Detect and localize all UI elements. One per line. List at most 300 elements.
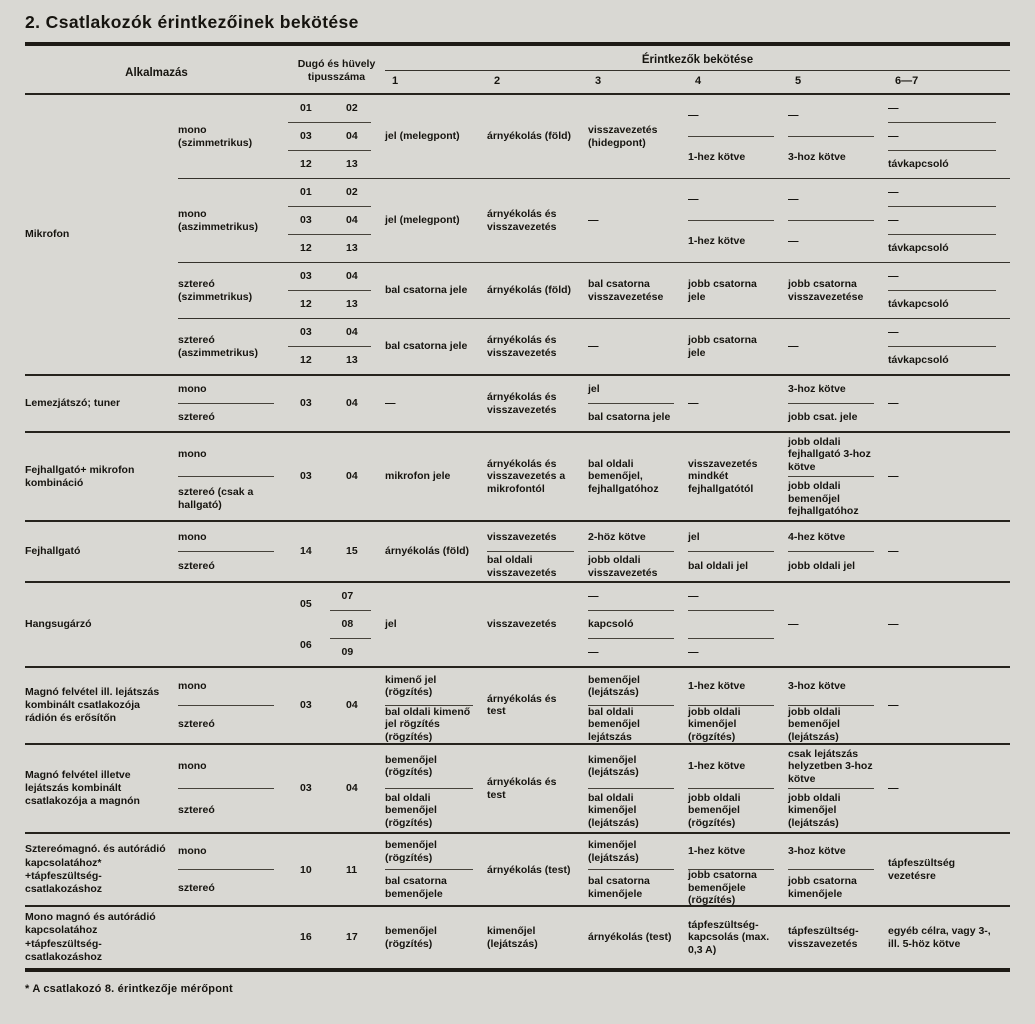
table-row (178, 583, 1010, 666)
mode-cell (178, 745, 288, 832)
cell-text: mono (178, 448, 207, 461)
contact-cell-5 (788, 834, 888, 905)
table-group (25, 520, 1010, 581)
cell-text: 3-hoz kötve (788, 680, 846, 693)
cell-text: bal csatorna jele (385, 340, 468, 353)
cell-text: bal oldali bemenőjel lejátszás (588, 705, 674, 743)
application-cell: Mikrofon (25, 227, 70, 240)
cell-text: jobb oldali bemenőjel fejhallgatóhoz (788, 476, 874, 520)
cell-text: sztereó (szimmetrikus) (178, 278, 253, 303)
cell-text: — (888, 206, 996, 234)
cell-text: árnyékolás (test) (588, 931, 672, 944)
type-number: 03 (300, 270, 312, 283)
cell-text: jobb oldali jel (788, 551, 874, 581)
contact-cell-2 (487, 522, 588, 581)
cell-text: kimenőjel (lejátszás) (487, 925, 538, 950)
table-row (178, 834, 1010, 905)
group-rows (178, 907, 1010, 968)
group-rows (178, 376, 1010, 431)
type-number: 13 (346, 158, 358, 171)
type-number-pair (288, 319, 371, 346)
contact-cell-3 (588, 745, 688, 832)
type-number: 16 (300, 931, 312, 944)
type-number: 13 (346, 298, 358, 311)
cell-text: — (688, 638, 774, 666)
cell-text: jel (588, 383, 600, 396)
mode-cell (178, 522, 288, 581)
cell-text: — (588, 340, 599, 353)
cell-text: bal csatorna kimenőjele (588, 869, 674, 905)
cell-text: visszavezetés (hidegpont) (588, 124, 658, 149)
cell-text: jobb oldali kimenőjel (lejátszás) (788, 788, 874, 832)
contact-cell-1 (385, 668, 487, 743)
table-row (178, 262, 1010, 318)
type-number: 03 (300, 130, 312, 143)
contact-cell-3 (588, 583, 688, 666)
contact-cell-6—7 (888, 319, 1010, 374)
cell-text: bemenőjel (lejátszás) (588, 674, 640, 699)
contact-cell-3 (588, 834, 688, 905)
type-number: 07 (341, 590, 354, 603)
contact-cell-4 (688, 179, 788, 262)
mode-cell (178, 834, 288, 905)
cell-text: 1-hez kötve (688, 845, 746, 858)
contact-cell-2 (487, 907, 588, 968)
group-rows (178, 745, 1010, 832)
contact-cell-1 (385, 907, 487, 968)
cell-text: jel (385, 618, 397, 631)
cell-text: bal oldali bemenőjel, fejhallgatóhoz (588, 458, 659, 495)
cell-text: árnyékolás és test (487, 776, 557, 801)
cell-text: — (888, 699, 899, 712)
cell-text: mono (178, 530, 207, 543)
cell-text: 2-höz kötve (588, 530, 646, 543)
cell-text: — (888, 326, 899, 339)
type-number-pair (288, 206, 371, 234)
table-group (25, 666, 1010, 743)
cell-text: — (688, 590, 699, 603)
table-group (25, 431, 1010, 520)
cell-text: mono (aszimmetrikus) (178, 208, 258, 233)
contact-cell-6—7 (888, 376, 1010, 431)
type-number: 10 (300, 863, 312, 876)
cell-text: jobb oldali visszavezetés (588, 551, 674, 581)
type-number: 14 (300, 545, 312, 558)
cell-text: mikrofon jele (385, 470, 451, 483)
contact-cell-4 (688, 907, 788, 968)
cell-text: — (888, 397, 899, 410)
cell-text: bemenőjel (rögzítés) (385, 839, 437, 864)
contact-cell-1 (385, 319, 487, 374)
footnote: * A csatlakozó 8. érintkezője mérőpont (25, 982, 233, 995)
cell-text: jel (melegpont) (385, 130, 460, 143)
cell-text: visszavezetés (487, 618, 557, 631)
cell-text: jobb csat. jele (788, 403, 874, 431)
contact-cell-5 (788, 583, 888, 666)
type-number: 12 (300, 242, 312, 255)
cell-text: kimenő jel (rögzítés) (385, 674, 437, 699)
plug-type-cell (288, 433, 385, 520)
contact-cell-2 (487, 745, 588, 832)
contact-cell-6—7 (888, 907, 1010, 968)
mode-cell (178, 263, 288, 318)
cell-text: bemenőjel (rögzítés) (385, 754, 437, 779)
type-number-pair (288, 346, 371, 374)
mode-cell (178, 376, 288, 431)
page-title: 2. Csatlakozók érintkezőinek bekötése (25, 10, 1010, 46)
type-number: 03 (300, 326, 312, 339)
table-row (178, 318, 1010, 374)
cell-text: — (888, 122, 996, 150)
contact-cell-3 (588, 319, 688, 374)
cell-text: — (688, 397, 699, 410)
type-number: 06 (300, 639, 312, 652)
table-row (178, 745, 1010, 832)
type-number: 01 (300, 102, 312, 115)
type-number: 04 (346, 214, 358, 227)
contact-cell-4 (688, 668, 788, 743)
type-number: 13 (346, 354, 358, 367)
mode-cell (178, 433, 288, 520)
cell-text: mono (178, 845, 207, 858)
application-cell: Sztereómagnó. és autórádió kapcsolatához* +tápfeszültség-csatlakozáshoz (25, 843, 166, 895)
contact-cell-3 (588, 376, 688, 431)
cell-text: jobb csatorna visszavezetése (788, 278, 864, 303)
table-row (178, 907, 1010, 968)
contact-column-number-5: 5 (795, 75, 802, 87)
type-number: 04 (346, 782, 358, 795)
cell-text: — (888, 782, 899, 795)
cell-text: — (888, 186, 899, 199)
cell-text: árnyékolás és visszavezetés (487, 334, 557, 359)
contact-cell-4 (688, 319, 788, 374)
contact-cell-5 (788, 263, 888, 318)
contact-column-number-3: 3 (595, 75, 602, 87)
application-cell: Lemezjátszó; tuner (25, 396, 121, 409)
cell-text: visszavezetés mindkét fejhallgatótól (688, 458, 758, 495)
cell-text: mono (178, 680, 207, 693)
cell-text: jobb oldali fejhallgató 3-hoz kötve (788, 436, 871, 473)
contact-cell-1 (385, 263, 487, 318)
table-row (178, 433, 1010, 520)
cell-text: távkapcsoló (888, 234, 996, 262)
cell-text: 3-hoz kötve (788, 845, 846, 858)
table-group (25, 95, 1010, 374)
type-number: 04 (346, 470, 358, 483)
cell-text: — (688, 193, 699, 206)
cell-text: sztereó (178, 551, 274, 581)
contact-cell-2 (487, 319, 588, 374)
cell-text: — (588, 214, 599, 227)
type-number: 04 (346, 270, 358, 283)
cell-text: árnyékolás és visszavezetés (487, 208, 557, 233)
cell-text: — (788, 220, 874, 262)
cell-text (178, 907, 274, 968)
contact-cell-2 (487, 179, 588, 262)
header-application: Alkalmazás (125, 66, 188, 79)
cell-text: sztereó (178, 403, 274, 431)
contact-cell-6—7 (888, 583, 1010, 666)
contact-cell-6—7 (888, 522, 1010, 581)
cell-text: jel (688, 530, 700, 543)
contact-cell-6—7 (888, 263, 1010, 318)
cell-text (688, 610, 774, 638)
contact-cell-5 (788, 433, 888, 520)
cell-text: távkapcsoló (888, 346, 996, 374)
application-cell: Magnó felvétel illetve lejátszás kombinált csatlakozója a magnón (25, 768, 140, 808)
contact-cell-5 (788, 745, 888, 832)
type-number: 02 (346, 102, 358, 115)
group-rows (178, 668, 1010, 743)
cell-text: árnyékolás (föld) (385, 545, 470, 558)
table-row (178, 178, 1010, 262)
contact-cell-2 (487, 834, 588, 905)
type-number-pair (288, 122, 371, 150)
application-cell: Fejhallgató+ mikrofon kombináció (25, 463, 135, 489)
plug-type-cell (288, 522, 385, 581)
table-group (25, 905, 1010, 968)
cell-text: bal oldali kimenőjel (lejátszás) (588, 788, 674, 832)
table-row (178, 95, 1010, 178)
contact-cell-2 (487, 95, 588, 178)
contact-cell-5 (788, 179, 888, 262)
cell-text: bal oldali bemenőjel (rögzítés) (385, 788, 473, 832)
contact-cell-4 (688, 263, 788, 318)
contact-cell-1 (385, 583, 487, 666)
cell-text: sztereó (178, 788, 274, 832)
contact-cell-5 (788, 522, 888, 581)
plug-type-cell (288, 745, 385, 832)
mode-cell (178, 319, 288, 374)
type-number: 04 (346, 326, 358, 339)
cell-text: jobb csatorna kimenőjele (788, 869, 874, 905)
contact-cell-5 (788, 376, 888, 431)
cell-text: — (385, 397, 396, 410)
contact-cell-2 (487, 376, 588, 431)
cell-text: — (788, 340, 799, 353)
table-group (25, 743, 1010, 832)
cell-text: visszavezetés (487, 530, 557, 543)
cell-text: jobb csatorna jele (688, 278, 757, 303)
table-row (178, 668, 1010, 743)
plug-type-cell (288, 95, 385, 178)
contact-cell-2 (487, 583, 588, 666)
cell-text: jobb oldali bemenőjel (lejátszás) (788, 705, 874, 743)
type-number: 03 (300, 397, 312, 410)
cell-text: — (888, 470, 899, 483)
cell-text: bemenőjel (rögzítés) (385, 925, 437, 950)
type-number-pair (288, 433, 371, 520)
cell-text: bal csatorna visszavezetése (588, 278, 664, 303)
contact-cell-4 (688, 376, 788, 431)
connector-table (25, 46, 1010, 972)
cell-text: — (688, 109, 699, 122)
cell-text: bal csatorna bemenőjele (385, 869, 473, 905)
type-number: 01 (300, 186, 312, 199)
type-number: 03 (300, 699, 312, 712)
cell-text: — (788, 109, 799, 122)
table-row (178, 376, 1010, 431)
contact-cell-3 (588, 95, 688, 178)
cell-text: jobb csatorna jele (688, 334, 757, 359)
cell-text: jobb oldali kimenőjel (rögzítés) (688, 705, 774, 743)
contact-cell-3 (588, 179, 688, 262)
type-number: 09 (330, 638, 372, 666)
cell-text: csak lejátszás helyzetben 3-hoz kötve (788, 747, 873, 785)
cell-text: 4-hez kötve (788, 530, 846, 543)
type-number-pair (288, 290, 371, 318)
cell-text: tápfeszültség-kapcsolás (max. 0,3 A) (688, 918, 770, 956)
header-contacts-title: Érintkezők bekötése (385, 52, 1010, 71)
plug-type-cell (288, 668, 385, 743)
cell-text: kapcsoló (588, 610, 674, 638)
contact-cell-1 (385, 433, 487, 520)
type-number: 04 (346, 699, 358, 712)
contact-cell-6—7 (888, 433, 1010, 520)
cell-text: 3-hoz kötve (788, 136, 874, 178)
cell-text: — (588, 638, 674, 666)
type-number: 17 (346, 931, 358, 944)
group-rows (178, 583, 1010, 666)
contact-cell-1 (385, 95, 487, 178)
type-number-pair (288, 522, 371, 581)
type-number: 04 (346, 397, 358, 410)
contact-cell-2 (487, 668, 588, 743)
cell-text: tápfeszültség vezetésre (888, 857, 956, 882)
cell-text: tápfeszültség-visszavezetés (788, 925, 859, 950)
type-number-pair (288, 234, 371, 262)
cell-text: jobb oldali bemenőjel (rögzítés) (688, 788, 774, 832)
header-contact-numbers (385, 71, 1010, 93)
cell-text: árnyékolás és visszavezetés (487, 391, 557, 416)
table-row (178, 522, 1010, 581)
type-number: 12 (300, 354, 312, 367)
type-number: 03 (300, 470, 312, 483)
contact-cell-3 (588, 433, 688, 520)
type-number: 04 (346, 130, 358, 143)
type-number-pair (288, 179, 371, 206)
cell-text: távkapcsoló (888, 150, 996, 178)
cell-text: — (888, 545, 899, 558)
mode-cell (178, 668, 288, 743)
plug-type-cell (288, 583, 385, 666)
type-number: 03 (300, 214, 312, 227)
contact-cell-3 (588, 522, 688, 581)
contact-cell-6—7 (888, 834, 1010, 905)
cell-text: kimenőjel (lejátszás) (588, 754, 639, 779)
cell-text: sztereó (csak a hallgató) (178, 476, 274, 520)
contact-cell-4 (688, 834, 788, 905)
contact-column-number-4: 4 (695, 75, 702, 87)
contact-column-number-6-7: 6—7 (895, 75, 919, 87)
cell-text: sztereó (178, 705, 274, 743)
contact-cell-1 (385, 376, 487, 431)
cell-text: 1-hez kötve (688, 136, 774, 178)
mode-cell (178, 907, 288, 968)
cell-text: 1-hez kötve (688, 220, 774, 262)
contact-cell-4 (688, 745, 788, 832)
application-cell: Hangsugárzó (25, 617, 92, 630)
cell-text: sztereó (aszimmetrikus) (178, 334, 258, 359)
contact-cell-5 (788, 907, 888, 968)
contact-cell-4 (688, 522, 788, 581)
cell-text: jel (melegpont) (385, 214, 460, 227)
contact-cell-5 (788, 319, 888, 374)
plug-type-cell (288, 376, 385, 431)
cell-text: sztereó (178, 869, 274, 905)
table-header (25, 46, 1010, 95)
type-number: 02 (346, 186, 358, 199)
cell-text: 1-hez kötve (688, 680, 746, 693)
contact-cell-6—7 (888, 668, 1010, 743)
cell-text: — (888, 270, 899, 283)
cell-text: — (888, 102, 899, 115)
type-number: 13 (346, 242, 358, 255)
type-number: 12 (300, 298, 312, 311)
cell-text: mono (178, 760, 207, 773)
cell-text: mono (szimmetrikus) (178, 124, 253, 149)
type-number-column (288, 583, 330, 666)
contact-cell-1 (385, 179, 487, 262)
contact-cell-5 (788, 95, 888, 178)
group-rows (178, 95, 1010, 374)
cell-text: — (788, 193, 799, 206)
cell-text: bal csatorna jele (588, 403, 674, 431)
type-number-pair (288, 745, 371, 832)
contact-cell-1 (385, 745, 487, 832)
type-number-pair (288, 95, 371, 122)
type-number: 12 (300, 158, 312, 171)
cell-text: bal oldali visszavezetés (487, 551, 574, 581)
type-number: 03 (300, 782, 312, 795)
contact-cell-3 (588, 263, 688, 318)
table-group (25, 581, 1010, 666)
header-contacts-group (385, 52, 1010, 93)
type-number: 11 (346, 863, 358, 876)
cell-text: mono (178, 383, 207, 396)
contact-cell-1 (385, 834, 487, 905)
contact-cell-5 (788, 668, 888, 743)
group-rows (178, 522, 1010, 581)
contact-cell-4 (688, 433, 788, 520)
cell-text: árnyékolás (föld) (487, 130, 572, 143)
contact-column-number-2: 2 (494, 75, 501, 87)
application-cell: Fejhallgató (25, 545, 81, 558)
table-body (25, 95, 1010, 968)
type-number: 15 (346, 545, 358, 558)
contact-cell-6—7 (888, 179, 1010, 262)
type-number-pair (288, 907, 371, 968)
cell-text: bal oldali kimenő jel rögzítés (rögzítés) (385, 705, 473, 743)
type-number-pair (288, 263, 371, 290)
application-cell: Magnó felvétel ill. lejátszás kombinált csatlakozója rádión és erősítőn (25, 685, 160, 724)
contact-cell-3 (588, 907, 688, 968)
cell-text: távkapcsoló (888, 290, 996, 318)
cell-text: bal oldali jel (688, 551, 774, 581)
mode-cell (178, 583, 288, 666)
table-group (25, 832, 1010, 905)
plug-type-cell (288, 834, 385, 905)
cell-text: bal csatorna jele (385, 284, 468, 297)
cell-text: 1-hez kötve (688, 760, 746, 773)
cell-text: — (588, 590, 599, 603)
contact-cell-2 (487, 263, 588, 318)
header-plug-type-number: Dugó és hüvely tipusszáma (297, 57, 376, 83)
cell-text: 3-hoz kötve (788, 383, 846, 396)
cell-text: árnyékolás és test (487, 693, 557, 718)
contact-cell-4 (688, 95, 788, 178)
type-number-pair (288, 376, 371, 431)
